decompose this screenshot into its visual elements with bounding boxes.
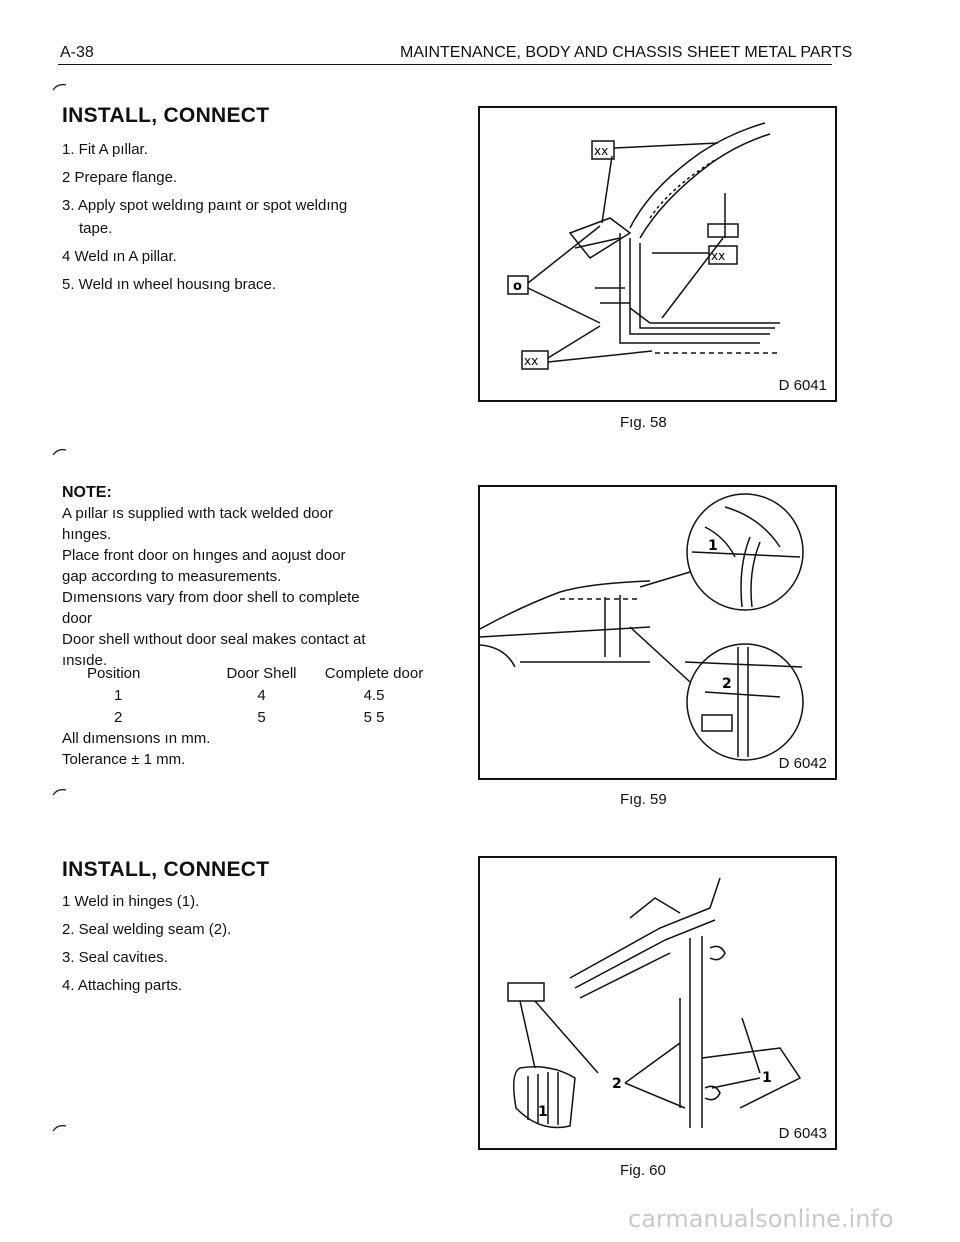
note-line: ınsıde. <box>62 652 108 669</box>
note-heading: NOTE: <box>62 484 112 501</box>
note-line: Dımensıons vary from door shell to complete <box>62 589 360 606</box>
list-item: 3. Apply spot weldıng paınt or spot weldıng <box>62 197 348 214</box>
figure-code: D 6043 <box>778 1125 827 1142</box>
callout-label: xx <box>711 249 726 263</box>
note-line: Door shell wıthout door seal makes contact at <box>62 631 366 648</box>
table-row <box>62 684 434 706</box>
table-header-cell: Door Shell <box>226 664 297 682</box>
figure-60 <box>478 856 837 1150</box>
table-cell: 4.5 <box>363 686 385 704</box>
table-header-cell: Complete door <box>324 664 424 682</box>
note-body <box>62 503 402 671</box>
page-number: A-38 <box>60 44 94 61</box>
table-cell: 2 <box>114 708 123 726</box>
note-footer: Tolerance ± 1 mm. <box>62 751 186 768</box>
list-item: 1. Fit A pıllar. <box>62 141 148 158</box>
callout-label: 2 <box>612 1076 622 1092</box>
note-line: door <box>62 610 93 627</box>
margin-tick-mark <box>52 1123 68 1133</box>
list-item: 4 Weld ın A pillar. <box>62 248 177 265</box>
note-line: Place front door on hınges and aoȷust door <box>62 547 346 564</box>
callout-label: 1 <box>708 538 718 554</box>
step-list <box>62 890 231 997</box>
table-row <box>62 706 434 728</box>
callout-label: o <box>513 279 522 294</box>
note-line: A pıllar ıs supplied wıth tack welded door <box>62 505 333 522</box>
callout-label: 2 <box>722 676 732 692</box>
margin-tick-mark <box>52 447 68 457</box>
figure-caption: Fıg. 58 <box>620 414 667 431</box>
note-line: gap accordıng to measurements. <box>62 568 282 585</box>
watermark: carmanualsonline.info <box>628 1205 894 1233</box>
list-item: 1 Weld in hinges (1). <box>62 893 200 910</box>
list-item: 2. Seal welding seam (2). <box>62 921 232 938</box>
list-item: 5. Weld ın wheel housıng brace. <box>62 276 277 293</box>
table-header-row <box>62 662 434 684</box>
table-cell: 5 <box>257 708 266 726</box>
note-footer: All dımensıons ın mm. <box>62 730 211 747</box>
table-header-cell: Position <box>87 664 141 682</box>
callout-label: xx <box>524 354 539 368</box>
dimension-table <box>62 662 434 728</box>
figure-caption: Fıg. 59 <box>620 791 667 808</box>
figure-caption: Fig. 60 <box>620 1162 666 1179</box>
page-header-title: MAINTENANCE, BODY AND CHASSIS SHEET METAL PARTS <box>400 44 853 61</box>
table-cell: 4 <box>257 686 266 704</box>
section-heading: INSTALL, CONNECT <box>62 104 270 127</box>
note-line: hınges. <box>62 526 112 543</box>
section-heading: INSTALL, CONNECT <box>62 858 270 881</box>
step-list <box>62 138 347 296</box>
list-item: 3. Seal cavitıes. <box>62 949 168 966</box>
figure-59 <box>478 485 837 780</box>
figure-code: D 6042 <box>778 755 827 772</box>
header-rule <box>58 64 832 65</box>
callout-label: xx <box>594 144 609 158</box>
list-item: 2 Prepare flange. <box>62 169 178 186</box>
list-item: 4. Attaching parts. <box>62 977 183 994</box>
figure-code: D 6041 <box>778 377 827 394</box>
margin-tick-mark <box>52 82 68 92</box>
door-gap-illustration <box>480 487 835 778</box>
table-cell: 1 <box>114 686 123 704</box>
callout-label: 1 <box>538 1104 548 1120</box>
callout-label: 1 <box>762 1070 772 1086</box>
hinge-weld-illustration <box>480 858 835 1148</box>
figure-58 <box>478 106 837 402</box>
table-cell: 5 5 <box>363 708 385 726</box>
a-pillar-illustration <box>480 108 835 400</box>
margin-tick-mark <box>52 787 68 797</box>
list-item: tape. <box>79 220 113 237</box>
